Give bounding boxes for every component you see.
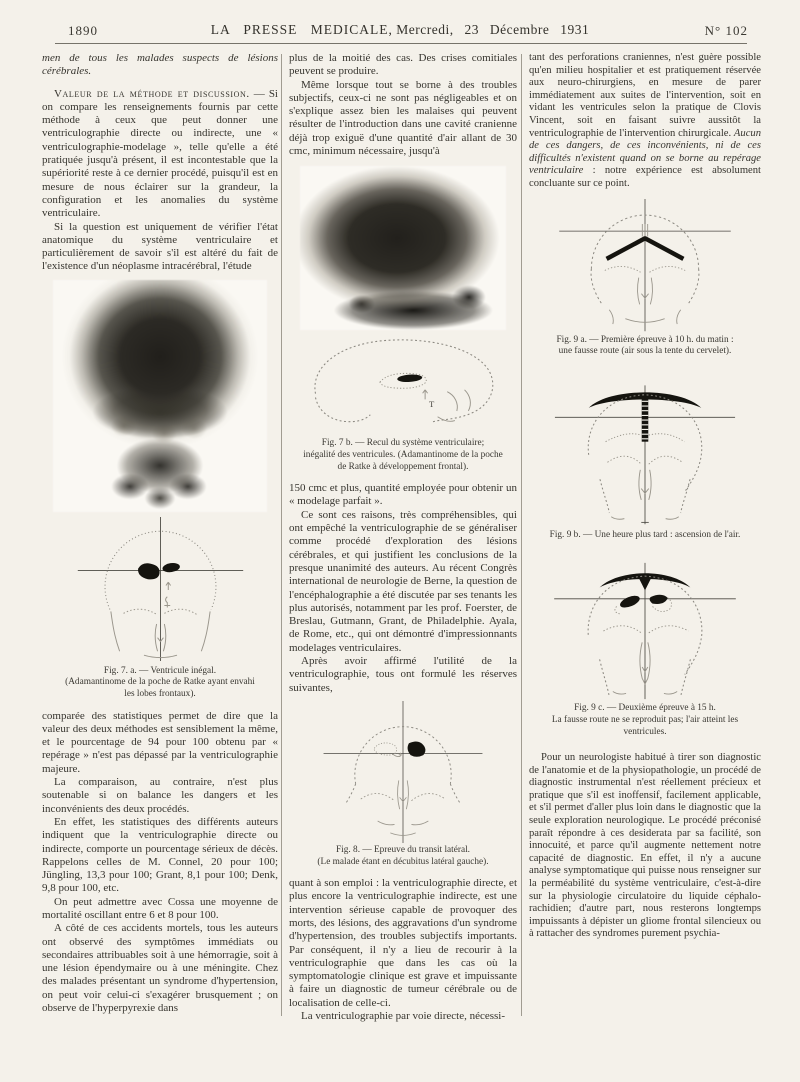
figure-9b [529,376,761,542]
paragraph: 150 cmc et plus, quantité employée pour obtenir un « modelage parfait ». [289,482,517,508]
fig8-caption: Fig. 8. — Epreuve du transit latéral. (Le malade étant en décubitus latéral gauche). [317,844,489,867]
column-2 [289,52,517,1023]
fig7b-t-label: T [428,399,435,410]
xray-photo-frontal-skull [53,280,267,512]
paragraph: quant à son emploi : la ventriculographie directe, et plus encore la ventriculographie indirecte, est une intervention sérieuse capable de provoquer des morts, des lésions, des aggravations d'un syndrome d'hypertension, des troubles subjectifs importants. Par conséquent, il n'y a lieu de recourir à la ventriculographie que dans les cas où la symptomatologie clinique est grave et impuissante à faire un diagnostic de tumeur cérébrale ou de localisation de celle-ci. [289,877,517,1009]
paragraph-neurologiste: Pour un neurologiste habitué à tirer son diagnostic de l'anatomie et de la physiopathologie, un procédé de diagnostic instrumental n'est réellement précieux et pratique que s'il est inoffensif, facilement applicable, et s'il permet d'aller plus loin dans le diagnostic que la seule exploration neurologique. Le procédé préconisé paraît répondre à ces desiderata par sa facilité, son innocuité, et parce qu'il augmente nettement notre capacité de diagnostic. En effet, il n'y a aucune analyse symptomatique qui puisse nous renseigner sur la perméabilité du système ventriculaire, c'est-à-dire sur la physiologie circulatoire du liquide céphalo-rachidien; d'autre part, nous resterons longtemps impuissants à dépister un gliome frontal silencieux ou à rattacher des syndromes purement psychia- [529,752,761,940]
paragraph-text: — Si on compare les renseignements fournis par cette méthode à ceux que peut donner une ventriculographie directe ou indirecte, une « ventriculographie-modelage », telle qu'elle a été pratiquée jusqu'à présent, il est incontestable que la supériorité reste à ce dernier procédé, puisqu'il est en mesure de nous éclairer sur la grandeur, la configuration et les anomalies du système ventriculaire. [42,87,278,220]
paragraph: comparée des statistiques permet de dire que la valeur des deux méthodes est sensiblement la même, et le pourcentage de 94 pour 100 obtenu par « repérage » n'est pas dépassé par la ventriculographie majeure. [42,709,278,775]
page-number: 1890 [68,23,98,38]
paragraph-continuation-out: La ventriculographie par voie directe, nécessi- [301,1010,506,1023]
fig9a-caption: Fig. 9 a. — Première épreuve à 10 h. du matin : une fausse route (air sous la tente du cervelet). [556,334,734,357]
header-rule [55,43,747,44]
figure-9c [529,561,761,738]
fig7b-lateral-diagram [303,334,503,436]
journal-title: LA PRESSE MEDICALE, [210,22,393,37]
column-divider-2 [521,54,522,1016]
paragraph: On peut admettre avec Cossa une moyenne de mortalité oscillant entre 6 et 8 pour 100. [42,895,278,921]
paragraph: A côté de ces accidents mortels, tous les auteurs ont observé des symptômes immédiats ou secondaires attribuables soit à une hémorragie, soit à une lésion épendymaire ou à une méningite. Chez des malades présentant un syndrome d'hypertension, on peut voir celui-ci s'exagérer brusquement ; on observe de l'hyperpyrexie dans [42,922,278,1015]
italic-emphasis: Aucun de ces dangers, de ces inconvénients, ni de ces difficultés n'existent quand on se borne au repérage ventriculaire [529,127,761,177]
column-1 [42,52,278,1015]
figure-7a [42,280,278,701]
paragraph-statistics: En effet, les statistiques des différents auteurs indiquent que la ventriculographie directe ou indirecte, comporte un pourcentage sérieux de décès. Rappelons celles de M. Connel, 20 pour 100; Jüngling, 13,3 pour 100; Grant, 8,1 pour 100; Denk, 9,8 pour 100, etc. [42,815,278,895]
paragraph-method-value [42,88,278,221]
paragraph: Même lorsque tout se borne à des troubles subjectifs, ceux-ci ne sont pas négligeables et on s'explique assez bien les malaises qui peuvent résulter de l'introduction dans une cavité cranienne déjà trop exiguë d'une quantité d'air allant de 30 cmc, minimum nécessaire, jusqu'à [289,78,517,158]
paragraph: Après avoir affirmé l'utilité de la ventriculographie, tous ont formulé les réserves suivantes, [289,655,517,694]
fig9b-caption: Fig. 9 b. — Une heure plus tard : ascension de l'air. [549,529,741,540]
paragraph-continuation: men de tous les malades suspects de lésions cérébrales. [42,52,278,78]
paragraph-repérage: tant des perforations craniennes, n'est guère possible qu'en milieu hospitalier et est pratiquement réservée aux neuro-chirurgiens, en mesure de parer immédiatement aux suites de l'intervention, soit en vidant les ventricules selon la pratique de Clovis Vincent, soit en faisant suivre aussitôt la ventriculographie de l'intervention chirurgicale. Aucun de ces dangers, de ces inconvénients, ni de ces difficultés n'existent quand on se borne au repérage ventriculaire : notre expérience est absolument concluante sur ce point. [529,52,761,189]
fig7a-ventricle-diagram [70,514,250,664]
fig7b-caption: Fig. 7 b. — Recul du système ventriculaire; inégalité des ventricules. (Adamantinome de la poche de Ratke à développement frontal). [303,438,503,472]
figure-9a [529,199,761,358]
fig9c-ventricules-diagram [550,561,740,701]
fig7a-caption: Fig. 7. a. — Ventricule inégal. (Adamantinome de la poche de Ratke ayant envahi les lobes frontaux). [65,665,255,699]
paragraph-congress: Ce sont ces raisons, très compréhensibles, qui ont empêché la ventriculographie de se généraliser comme procédé d'exploration des lésions cérébrales, et qui justifient les conclusions de la presque unanimité des auteurs. Au récent Congrès international de neurologie de Berne, la question de l'encéphalographie a été discutée par ses tenants les plus autorisés, notamment par les prof. Foerster, de Breslau, Gutmann, Grant, de Philadelphie. Ayala, de Rome, etc., qui ont démontré d'impressionnants modelages ventriculaires. [289,508,517,654]
paragraph: La comparaison, au contraire, n'est plus soutenable si on balance les dangers et les inconvénients des deux procédés. [42,776,278,815]
journal-date: Mercredi, 23 Décembre 1931 [396,22,590,37]
fig8-transit-diagram [308,701,498,843]
paragraph: Si la question est uniquement de vérifier l'état anatomique du système ventriculaire et particulièrement de savoir s'il est altéré du fait de l'existence d'un néoplasme intracérébral, l'étude [42,220,278,273]
column-divider-1 [281,54,282,1016]
journal-masthead [0,22,800,38]
fig9b-ascension-diagram [550,376,740,528]
column-3 [529,52,761,941]
section-lead: Valeur de la méthode et discussion. [54,87,250,100]
fig9a-fausse-route-diagram [550,199,740,333]
paragraph-continuation: plus de la moitié des cas. Des crises comitiales peuvent se produire. [289,52,517,78]
figure-7b [289,166,517,473]
xray-photo-lateral-skull [300,166,506,330]
fig9c-caption: Fig. 9 c. — Deuxième épreuve à 15 h. La fausse route ne se reproduit pas; l'air atteint les ventricules. [551,703,739,737]
figure-8 [289,701,517,868]
issue-number: N° 102 [704,23,748,38]
